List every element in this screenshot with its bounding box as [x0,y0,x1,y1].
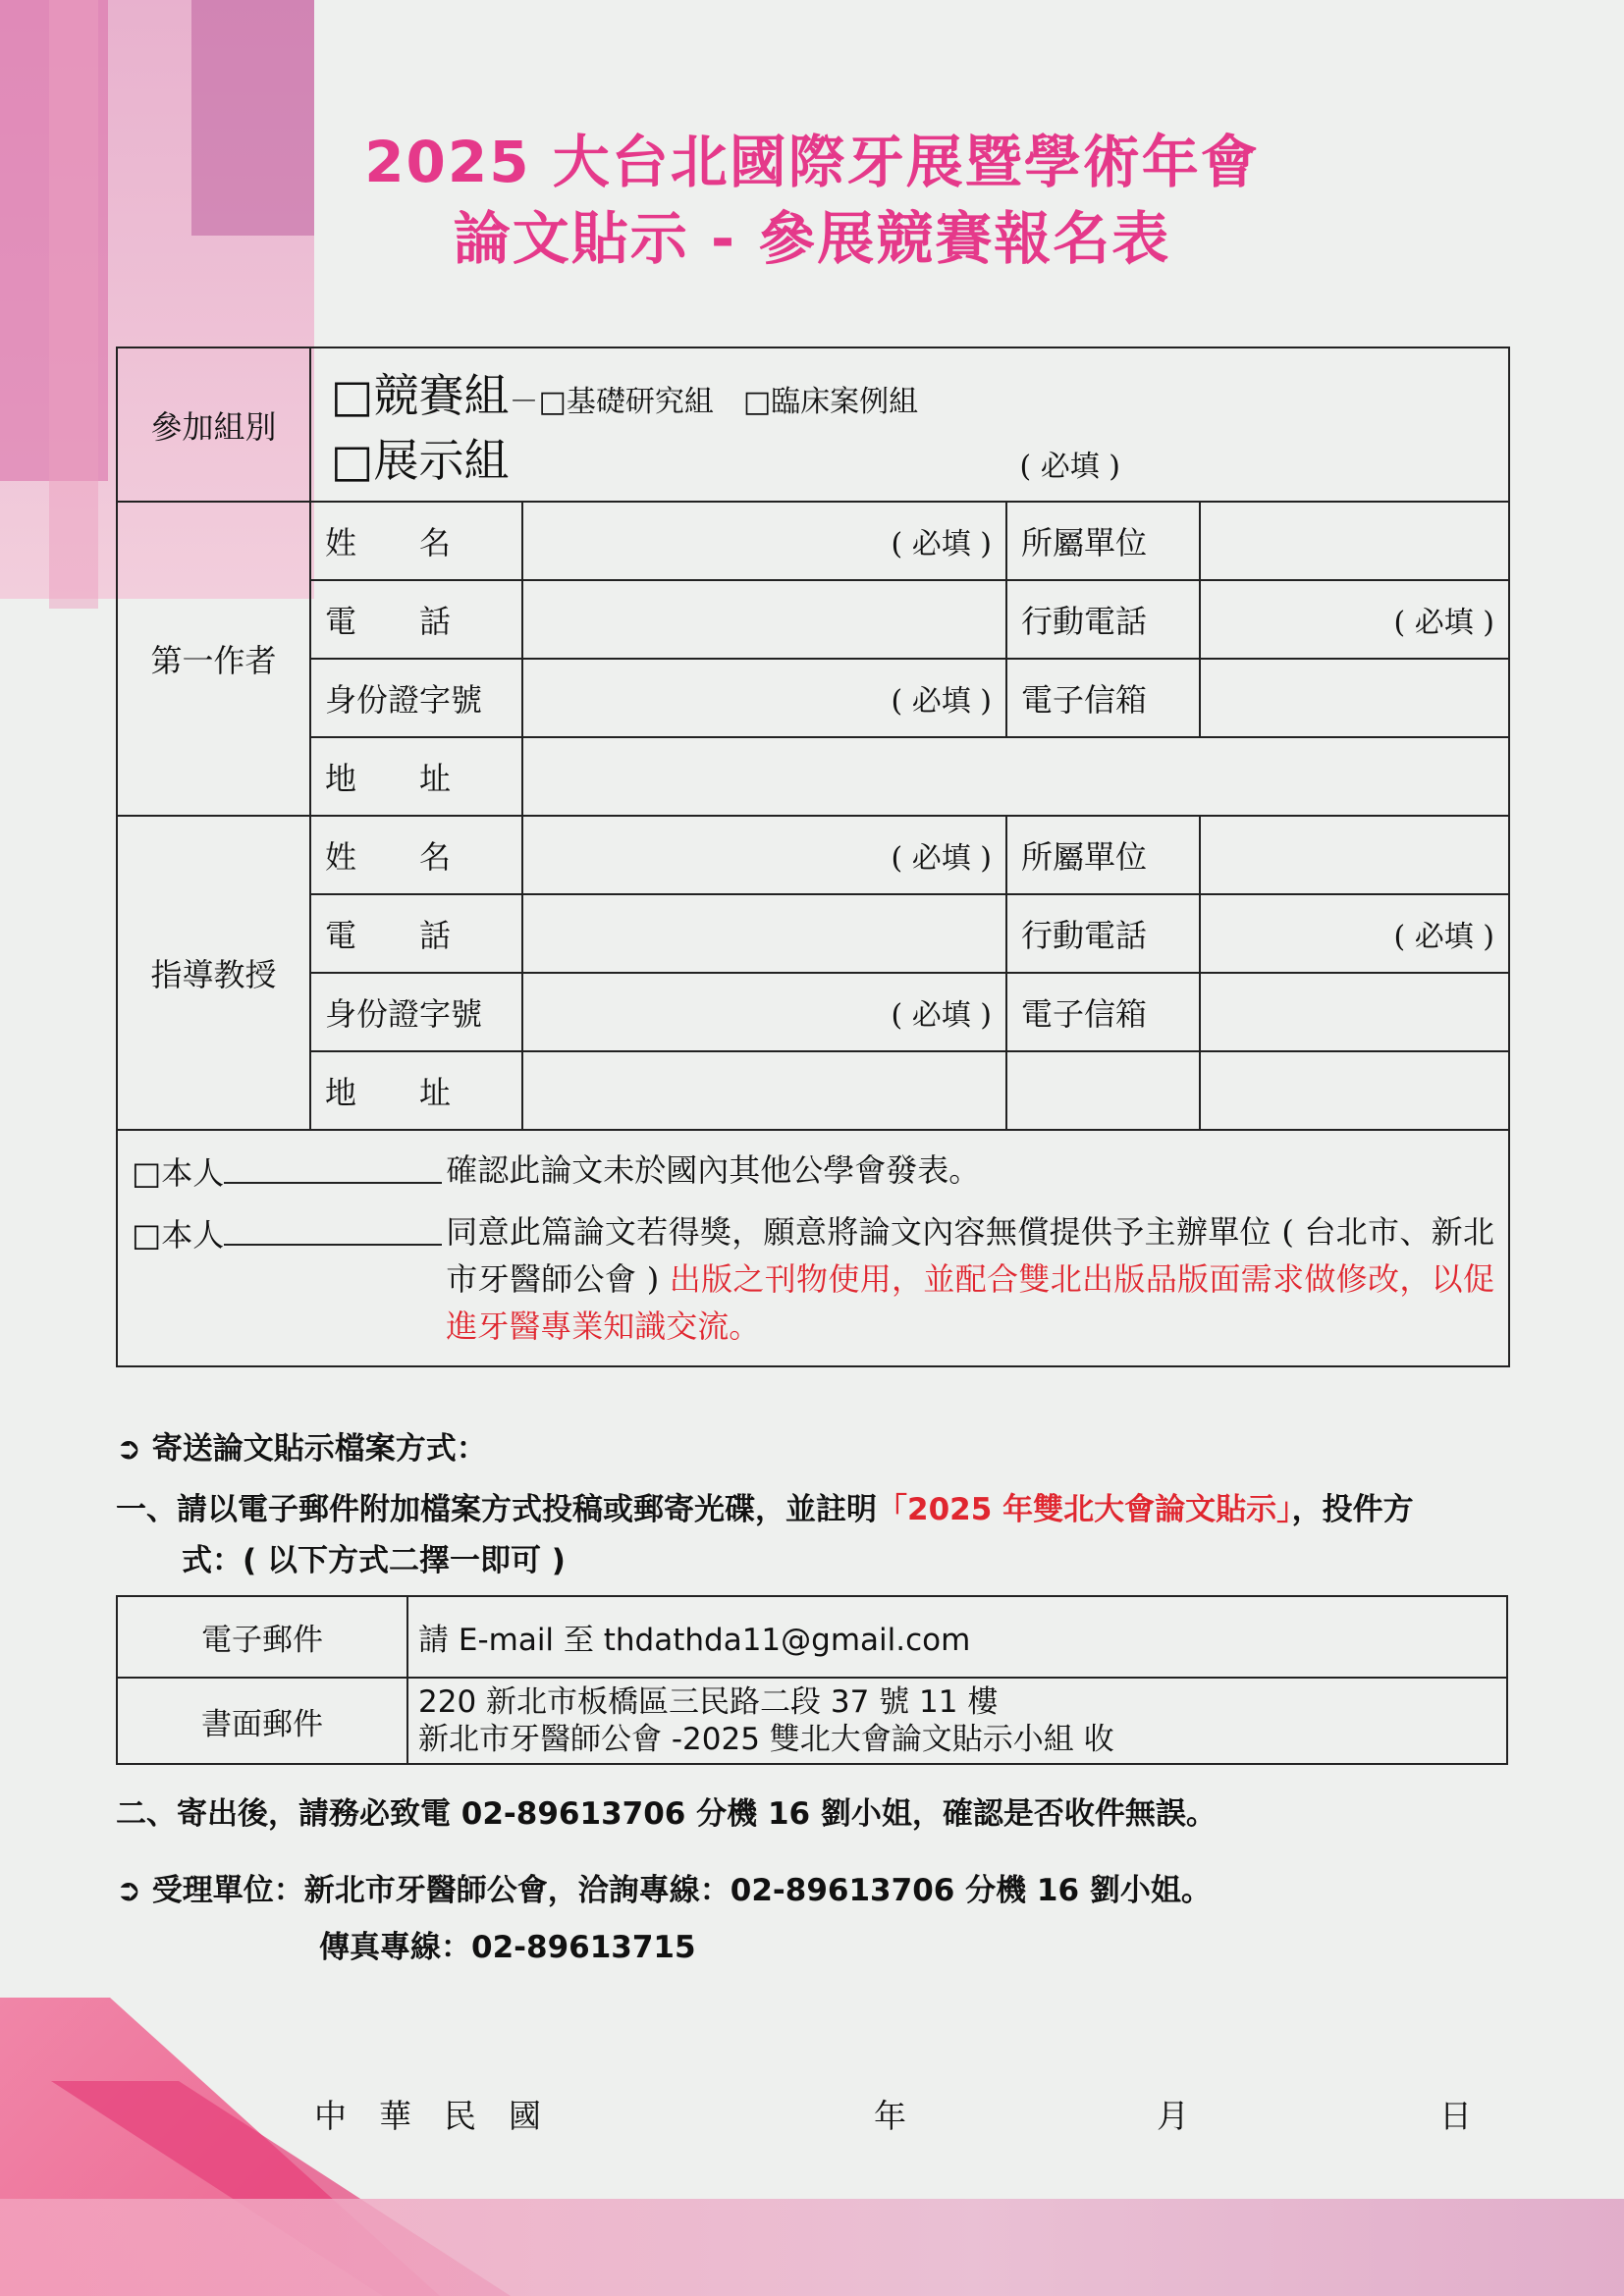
submission-item-1-cont: 式：( 以下方式二擇一即可 ) [182,1543,566,1578]
decl2-checkbox[interactable]: □本人 [132,1208,446,1350]
fa-name-input[interactable]: ( 必填 ) [522,502,1006,580]
adv-extra-cell-1[interactable] [1006,1051,1200,1130]
decl1-checkbox[interactable]: □本人 [132,1147,446,1197]
fa-unit-label: 所屬單位 [1006,502,1200,580]
adv-phone-label: 電 話 [310,894,522,973]
mail-methods-table [116,1595,1508,1765]
adv-id-input[interactable]: ( 必填 ) [522,973,1006,1051]
submission-item-2: 二、寄出後，請務必致電 02-89613706 分機 16 劉小姐，確認是否收件無誤。 [116,1796,1217,1832]
title-line-1: 2025 大台北國際牙展暨學術年會 [364,129,1260,195]
decl2-highlight: 出版之刊物使用，並配合雙北出版品版面需求做修改，以促進牙醫專業知識交流。 [446,1260,1494,1345]
first-author-label: 第一作者 [117,502,310,816]
submission-highlight: 「2025 年雙北大會論文貼示」 [877,1492,1292,1527]
fa-address-input[interactable] [522,737,1509,816]
title-line-2: 論文貼示 - 參展競賽報名表 [453,205,1171,272]
mail-method-label: 書面郵件 [117,1678,407,1764]
advisor-label: 指導教授 [117,816,310,1130]
adv-unit-label: 所屬單位 [1006,816,1200,894]
decl1-text: 確認此論文未於國內其他公學會發表。 [446,1151,981,1189]
fa-id-input[interactable]: ( 必填 ) [522,659,1006,737]
adv-mobile-input[interactable]: ( 必填 ) [1200,894,1509,973]
group-label: 參加組別 [117,347,310,502]
fa-id-label: 身份證字號 [310,659,522,737]
adv-name-input[interactable]: ( 必填 ) [522,816,1006,894]
display-checkbox[interactable]: □展示組 [331,433,510,487]
adv-email-input[interactable] [1200,973,1509,1051]
adv-address-input[interactable] [522,1051,1006,1130]
date-day: 日 [1439,2097,1472,2135]
mail-method-value: 220 新北市板橋區三民路二段 37 號 11 樓 新北市牙醫師公會 -2025 雙北大會論文貼示小組 收 [407,1678,1507,1764]
adv-id-label: 身份證字號 [310,973,522,1051]
sub-options[interactable]: －□基礎研究組 □臨床案例組 [509,384,919,419]
registration-table [116,347,1510,1367]
submission-item-1: 一、請以電子郵件附加檔案方式投稿或郵寄光碟，並註明「2025 年雙北大會論文貼示」，投件方 [116,1492,1414,1527]
adv-extra-cell-2[interactable] [1200,1051,1509,1130]
adv-address-label: 地 址 [310,1051,522,1130]
date-month: 月 [1157,2097,1189,2135]
date-era: 中 華 民 國 [314,2097,541,2135]
adv-unit-input[interactable] [1200,816,1509,894]
email-method-value[interactable]: 請 E-mail 至 thdathda11@gmail.com [407,1596,1507,1678]
adv-mobile-label: 行動電話 [1006,894,1200,973]
competition-checkbox[interactable]: □競賽組 [331,368,510,422]
decl2-text: 同意此篇論文若得獎，願意將論文內容無償提供予主辦單位 ( 台北市、新北市牙醫師公會 ) 出版之刊物使用，並配合雙北出版品版面需求做修改，以促進牙醫專業知識交流。 [446,1213,1495,1345]
adv-name-label: 姓 名 [310,816,522,894]
fa-phone-label: 電 話 [310,580,522,659]
adv-email-label: 電子信箱 [1006,973,1200,1051]
declarations [117,1130,1509,1366]
contact-line-1: ➲ 受理單位：新北市牙醫師公會，洽詢專線：02-89613706 分機 16 劉小姐。 [116,1873,1212,1908]
fa-email-input[interactable] [1200,659,1509,737]
deco-top-left-4 [49,0,98,609]
adv-phone-input[interactable] [522,894,1006,973]
fa-phone-input[interactable] [522,580,1006,659]
group-required: ( 必填 ) [1019,449,1120,484]
submission-heading: ➲ 寄送論文貼示檔案方式： [116,1431,487,1467]
email-method-label: 電子郵件 [117,1596,407,1678]
fa-mobile-label: 行動電話 [1006,580,1200,659]
fa-unit-input[interactable] [1200,502,1509,580]
date-year: 年 [874,2097,906,2135]
fa-mobile-input[interactable]: ( 必填 ) [1200,580,1509,659]
deco-bottom-band [0,2199,1624,2296]
fa-address-label: 地 址 [310,737,522,816]
contact-line-2: 傳真專線：02-89613715 [319,1930,696,1965]
fa-email-label: 電子信箱 [1006,659,1200,737]
fa-name-label: 姓 名 [310,502,522,580]
